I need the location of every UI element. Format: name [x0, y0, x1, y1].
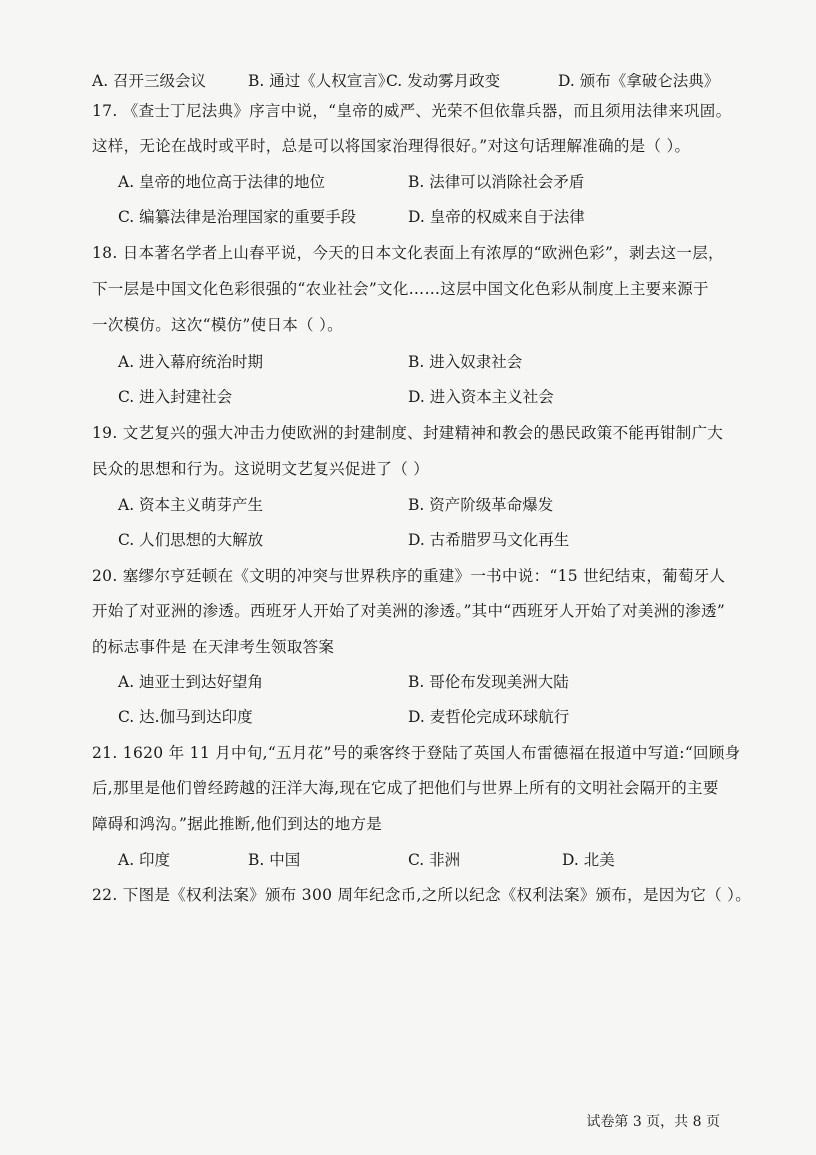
- q18-option-b: B. 进入奴隶社会: [408, 353, 523, 371]
- q19-stem-line-2: 民众的思想和行为。这说明文艺复兴促进了（ ）: [92, 460, 430, 478]
- q18-stem-line-1: 18. 日本著名学者上山春平说，今天的日本文化表面上有浓厚的“欧洲色彩”，剥去这一层，: [92, 244, 724, 262]
- q17-option-b: B. 法律可以消除社会矛盾: [408, 173, 585, 191]
- q18-stem-line-3: 一次模仿。这次“模仿”使日本（ ）。: [92, 316, 343, 334]
- q21-option-d: D. 北美: [562, 851, 615, 869]
- q20-option-b: B. 哥伦布发现美洲大陆: [408, 673, 569, 691]
- q17-option-d: D. 皇帝的权威来自于法律: [408, 208, 585, 226]
- q17-option-c: C. 编纂法律是治理国家的重要手段: [118, 208, 357, 226]
- q19-option-a: A. 资本主义萌芽产生: [118, 496, 264, 514]
- q18-stem-line-2: 下一层是中国文化色彩很强的“农业社会”文化……这层中国文化色彩从制度上主要来源于: [92, 280, 709, 298]
- q21-stem-line-1: 21. 1620 年 11 月中旬,“五月花”号的乘客终于登陆了英国人布雷德福在报道中写道:“回顾身: [92, 744, 741, 762]
- q16-option-b: B. 通过《人权宣言》: [248, 72, 394, 90]
- q17-stem-line-2: 这样，无论在战时或平时，总是可以将国家治理得很好。”对这句话理解准确的是（ ）。: [92, 137, 691, 155]
- q20-option-d: D. 麦哲伦完成环球航行: [408, 708, 570, 726]
- q17-stem-line-1: 17. 《查士丁尼法典》序言中说，“皇帝的威严、光荣不但依靠兵器，而且须用法律来巩固。: [92, 102, 732, 120]
- q20-option-c: C. 达.伽马到达印度: [118, 708, 253, 726]
- q17-option-a: A. 皇帝的地位高于法律的地位: [118, 173, 326, 191]
- q21-option-a: A. 印度: [118, 851, 171, 869]
- q20-stem-line-3: 的标志事件是 在天津考生领取答案: [92, 638, 335, 656]
- q18-option-c: C. 进入封建社会: [118, 388, 233, 406]
- q16-option-d: D. 颁布《拿破仑法典》: [558, 72, 720, 90]
- q19-option-b: B. 资产阶级革命爆发: [408, 496, 554, 514]
- q22-stem-line-1: 22. 下图是《权利法案》颁布 300 周年纪念币,之所以纪念《权利法案》颁布，是因为它（ ）。: [92, 886, 752, 904]
- q20-stem-line-1: 20. 塞缪尔亨廷顿在《文明的冲突与世界秩序的重建》一书中说：“15 世纪结束，葡萄牙人: [92, 567, 726, 585]
- q20-stem-line-2: 开始了对亚洲的渗透。西班牙人开始了对美洲的渗透。”其中“西班牙人开始了对美洲的渗透”: [92, 602, 726, 620]
- q19-option-d: D. 古希腊罗马文化再生: [408, 531, 570, 549]
- q21-stem-line-3: 障碍和鸿沟。”据此推断,他们到达的地方是: [92, 815, 383, 833]
- q21-stem-line-2: 后,那里是他们曾经跨越的汪洋大海,现在它成了把他们与世界上所有的文明社会隔开的主要: [92, 779, 719, 797]
- q16-option-a: A. 召开三级会议: [92, 72, 207, 90]
- q21-option-c: C. 非洲: [408, 851, 461, 869]
- q16-option-c: C. 发动雾月政变: [386, 72, 501, 90]
- q19-option-c: C. 人们思想的大解放: [118, 531, 264, 549]
- q21-option-b: B. 中国: [248, 851, 301, 869]
- q18-option-a: A. 进入幕府统治时期: [118, 353, 264, 371]
- q19-stem-line-1: 19. 文艺复兴的强大冲击力使欧洲的封建制度、封建精神和教会的愚民政策不能再钳制广大: [92, 424, 724, 442]
- q18-option-d: D. 进入资本主义社会: [408, 388, 554, 406]
- page-footer: 试卷第 3 页，共 8 页: [586, 1114, 720, 1130]
- q20-option-a: A. 迪亚士到达好望角: [118, 673, 264, 691]
